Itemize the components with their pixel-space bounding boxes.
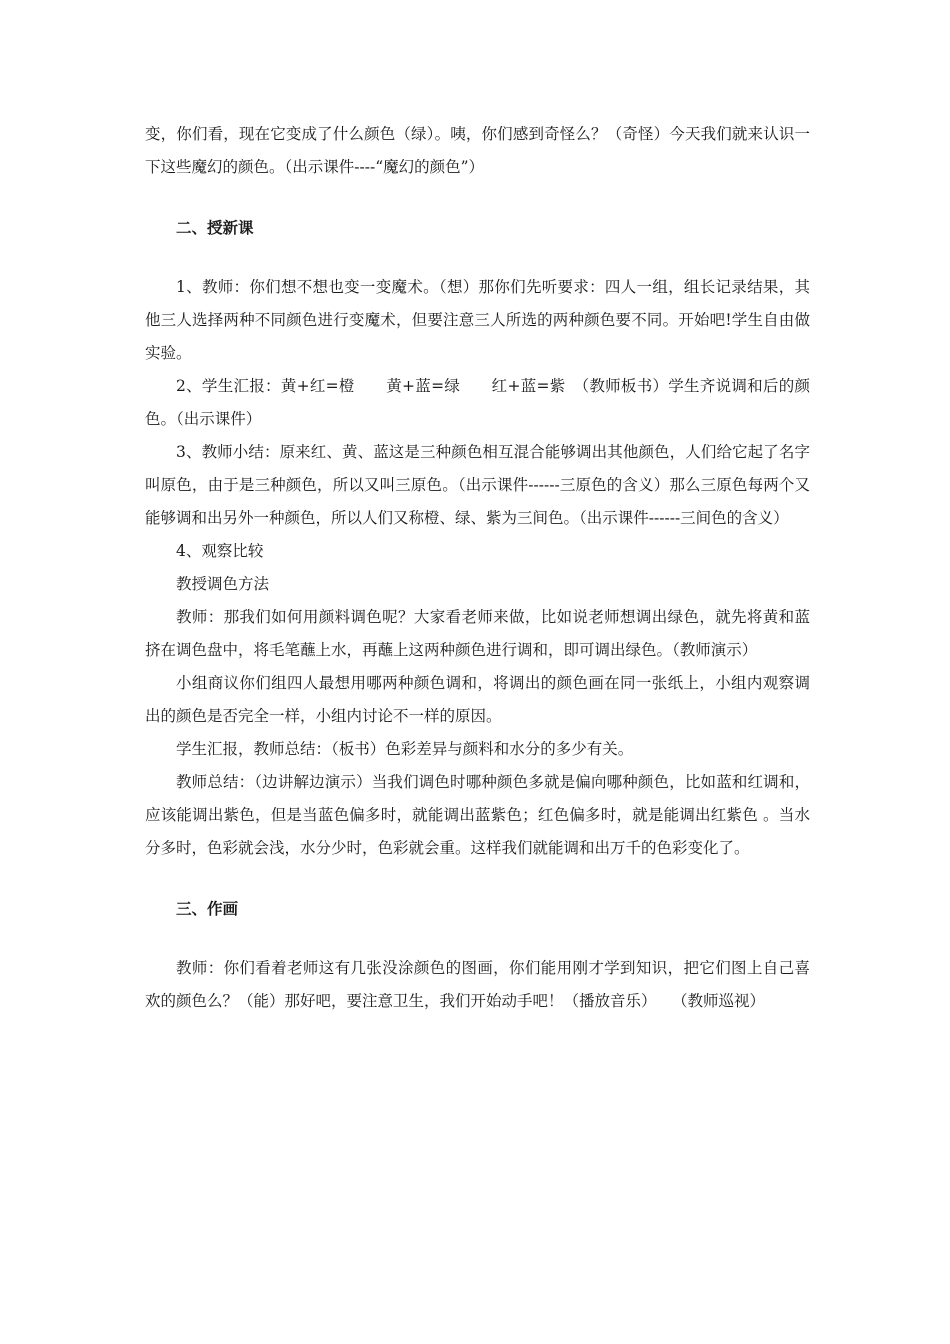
- section-heading-new-lesson: 二、授新课: [176, 218, 254, 237]
- paragraph-method-title: 教授调色方法: [176, 575, 270, 593]
- paragraph-step-2: 2、学生汇报：黄+红=橙 黄+蓝=绿 红+蓝=紫 （教师板书）学生齐说调和后的颜色。（出示课件）: [145, 377, 810, 428]
- paragraph-teacher-demo: 教师：那我们如何用颜料调色呢？大家看老师来做，比如说老师想调出绿色，就先将黄和蓝挤在调色盘中，将毛笔蘸上水，再蘸上这两种颜色进行调和，即可调出绿色。（教师演示）: [145, 608, 810, 659]
- paragraph-group-discussion: 小组商议你们组四人最想用哪两种颜色调和，将调出的颜色画在同一张纸上，小组内观察调出的颜色是否完全一样，小组内讨论不一样的原因。: [145, 674, 810, 725]
- paragraph-teacher-summary: 教师总结：（边讲解边演示）当我们调色时哪种颜色多就是偏向哪种颜色，比如蓝和红调和，应该能调出紫色，但是当蓝色偏多时，就能调出蓝紫色；红色偏多时，就是能调出红紫色 。当水分多时，色彩就会浅，水分少时，色彩就会重。这样我们就能调和出万千的色彩变化了。: [145, 773, 810, 857]
- section-heading-painting: 三、作画: [176, 899, 239, 918]
- paragraph-painting-instructions: 教师：你们看着老师这有几张没涂颜色的图画，你们能用刚才学到知识，把它们图上自己喜欢的颜色么？（能）那好吧，要注意卫生，我们开始动手吧！（播放音乐） （教师巡视）: [145, 959, 810, 1010]
- paragraph-step-1: 1、教师：你们想不想也变一变魔术。（想）那你们先听要求：四人一组，组长记录结果，其他三人选择两种不同颜色进行变魔术，但要注意三人所选的两种颜色要不同。开始吧!学生自由做实验。: [145, 278, 810, 362]
- paragraph-step-3: 3、教师小结：原来红、黄、蓝这是三种颜色相互混合能够调出其他颜色，人们给它起了名字叫原色，由于是三种颜色，所以又叫三原色。（出示课件------三原色的含义）那么三原色每两个又能够调和出另外一种颜色，所以人们又称橙、绿、紫为三间色。（出示课件------三间色的含义）: [145, 443, 810, 527]
- intro-paragraph: 变，你们看，现在它变成了什么颜色（绿）。咦，你们感到奇怪么？（奇怪）今天我们就来认识一下这些魔幻的颜色。（出示课件----“魔幻的颜色”）: [145, 125, 810, 176]
- paragraph-student-report: 学生汇报，教师总结：（板书）色彩差异与颜料和水分的多少有关。: [176, 740, 634, 758]
- paragraph-step-4: 4、观察比较: [176, 542, 264, 560]
